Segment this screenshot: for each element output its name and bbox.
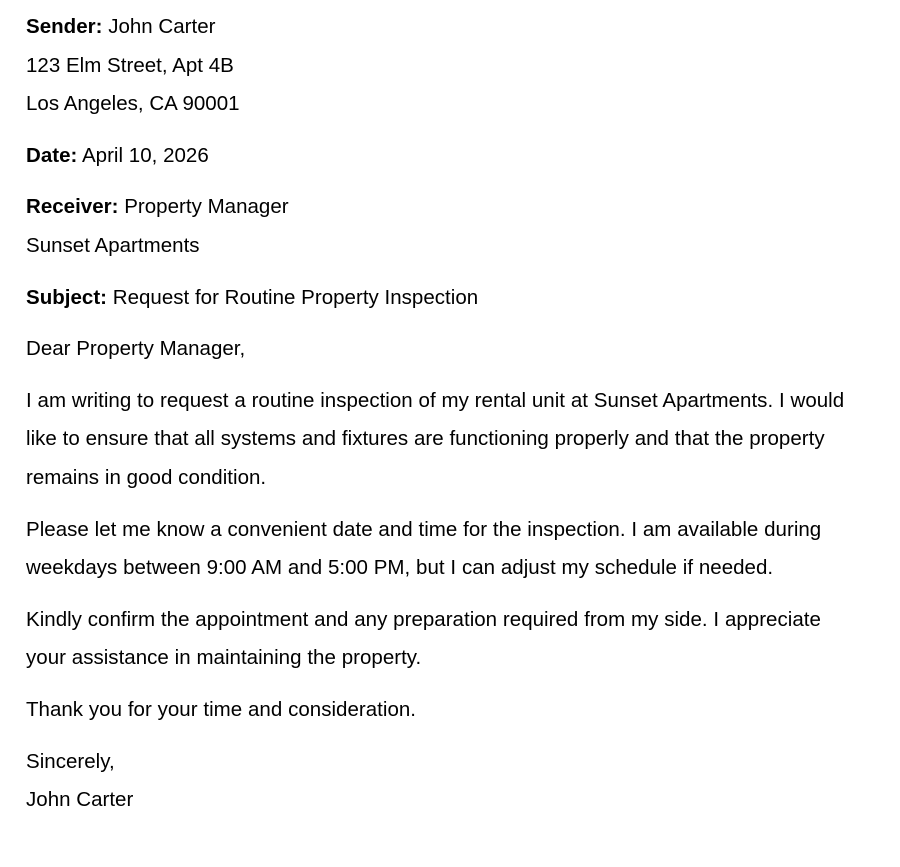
receiver-organization: Sunset Apartments (26, 233, 200, 257)
body-paragraph-2 (26, 511, 860, 588)
sender-address-line-2: Los Angeles, CA 90001 (26, 92, 240, 116)
paragraph-text: Please let me know a convenient date and time for the inspection. I am available during weekdays between 9:00 AM and 5:00 PM, but I can adjust my schedule if needed. (26, 517, 822, 580)
receiver-line (26, 188, 860, 227)
subject-block (26, 279, 860, 318)
subject-line (26, 279, 860, 318)
body-paragraph-1 (26, 382, 860, 498)
valediction: Sincerely, (26, 749, 115, 773)
paragraph-text: Thank you for your time and consideration. (26, 697, 417, 721)
sender-line (26, 8, 860, 47)
body-paragraph-4 (26, 691, 860, 730)
paragraph-text: I am writing to request a routine inspection of my rental unit at Sunset Apartments. I would like to ensure that all systems and fixtures are functioning properly and that the property remains in good condition. (26, 388, 845, 489)
sender-block (26, 8, 860, 124)
salutation-block (26, 330, 860, 369)
sender-address-line-1: 123 Elm Street, Apt 4B (26, 53, 234, 77)
date-block (26, 137, 860, 176)
date-line (26, 137, 860, 176)
body-paragraph-3 (26, 601, 860, 678)
receiver-name: Property Manager (124, 195, 289, 219)
receiver-block (26, 188, 860, 265)
signature-name: John Carter (26, 788, 134, 812)
subject-value: Request for Routine Property Inspection (112, 285, 479, 309)
salutation: Dear Property Manager, (26, 337, 246, 361)
sender-name: John Carter (108, 15, 216, 38)
sender-label: Sender: (26, 15, 103, 38)
date-label: Date: (26, 143, 78, 167)
date-value: April 10, 2026 (81, 143, 209, 167)
paragraph-text: Kindly confirm the appointment and any preparation required from my side. I appreciate your assistance in maintaining the property. (26, 607, 821, 670)
subject-label: Subject: (26, 285, 108, 309)
receiver-label: Receiver: (26, 195, 119, 219)
closing-block (26, 743, 860, 820)
